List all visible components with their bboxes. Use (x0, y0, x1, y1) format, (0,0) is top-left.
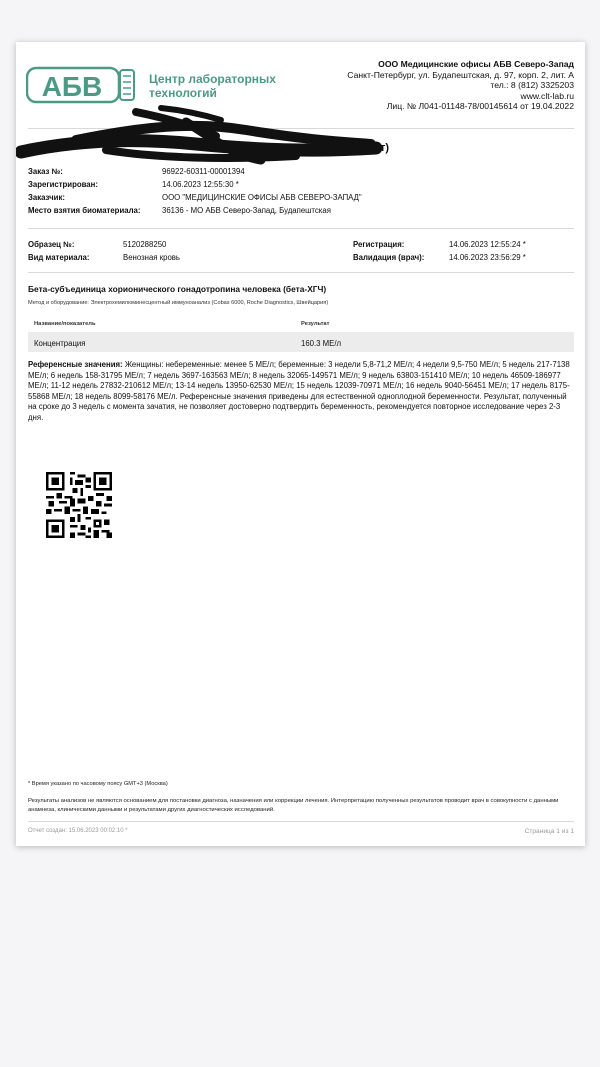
reference-label: Референсные значения: (28, 360, 123, 369)
report-page (16, 42, 585, 846)
reference-text: Женщины: небеременные: менее 5 МЕ/л; беременные: 3 недели 5,8-71,2 МЕ/л; 4 недели 9,5-750 МЕ/л; 5 недель 217-7138 МЕ/л; 6 недель 158-31795 МЕ/л; 7 недель 3697-163563 МЕ/л; 8 недель 32065-149571 МЕ/л; 9 недель 63803-151410 МЕ/л; 10 недель 46509-186977 МЕ/л; 11-12 недель 27832-210612 МЕ/л; 13-14 недель 13950-62530 МЕ/л; 15 недель 12039-70971 МЕ/л; 16 недель 9040-56451 МЕ/л; 17 недель 8175-55868 МЕ/л; 18 недель 8099-58176 МЕ/л. Референсные значения приведены для естественной одноплодной беременности. Результат, полученный на сроке до 3 недель с момента зачатия, не позволяет достоверно подтвердить беременность, рекомендуется повторное исследование через 2-3 дня. (28, 360, 570, 422)
registered-value: 14.06.2023 12:55:30 * (162, 180, 239, 189)
sampling-place-label: Место взятия биоматериала: (28, 206, 141, 215)
disclaimer: Результаты анализов не являются основанием для постановки диагноза, назначения или коррекции лечения. Интерпретацию полученных результатов проводит врач в совокупности с данными анамнеза, клиническими данными и результатами других диагностических исследований. (28, 798, 559, 813)
test-method: Метод и оборудование: Электрохемилюминесцентный иммуноанализ (Cobas 6000, Roche Diagnostics, Швейцария) (28, 300, 329, 306)
abv-logo (26, 66, 136, 104)
sample-divider (28, 272, 574, 273)
customer-label: Заказчик: (28, 193, 65, 202)
order-divider (28, 228, 574, 229)
logo-caption-line1: Центр лабораторных (149, 72, 276, 86)
company-website: www.clt-lab.ru (520, 90, 574, 101)
company-name: ООО Медицинские офисы АБВ Северо-Запад (378, 59, 574, 69)
result-row-name: Концентрация (34, 339, 86, 348)
registration-value: 14.06.2023 12:55:24 * (449, 240, 526, 249)
redaction-scribble (16, 100, 396, 170)
sample-number-value: 5120288250 (123, 240, 167, 249)
qr-code (46, 472, 112, 538)
company-phone: тел.: 8 (812) 3325203 (490, 80, 574, 90)
validation-value: 14.06.2023 23:56:29 * (449, 253, 526, 262)
report-title-end: ет) (374, 142, 390, 154)
report-created: Отчет создан: 15.06.2023 00:02:10 * (28, 828, 128, 834)
footer-divider (28, 821, 574, 822)
column-header-name: Название/показатель (34, 321, 96, 327)
result-row-value: 160.3 МЕ/л (301, 339, 342, 348)
sampling-place-value: 36136 - МО АБВ Северо-Запад, Будапештская (162, 206, 331, 215)
sample-number-label: Образец №: (28, 240, 75, 249)
test-name: Бета-субъединица хорионического гонадотропина человека (бета-ХГЧ) (28, 284, 327, 294)
timezone-note: * Время указано по часовому поясу GMT+3 (Москва) (28, 781, 168, 787)
report-title-start: П (28, 142, 36, 154)
order-number-label: Заказ №: (28, 167, 63, 176)
logo-text: АБВ (41, 71, 103, 102)
order-number-value: 96922-60311-00001394 (162, 167, 245, 176)
company-address: Санкт-Петербург, ул. Будапештская, д. 97, корп. 2, лит. А (347, 69, 574, 80)
registered-label: Зарегистрирован: (28, 180, 98, 189)
material-type-value: Венозная кровь (123, 253, 180, 262)
customer-value: ООО "МЕДИЦИНСКИЕ ОФИСЫ АБВ СЕВЕРО-ЗАПАД" (162, 193, 362, 202)
page-number: Страница 1 из 1 (524, 828, 574, 835)
material-type-label: Вид материала: (28, 253, 90, 262)
logo-caption-line2: технологий (149, 86, 217, 100)
reference-values (28, 360, 574, 424)
validation-label: Валидация (врач): (353, 253, 425, 262)
company-license: Лиц. № Л041-01148-78/00145614 от 19.04.2022 (386, 101, 574, 111)
registration-label: Регистрация: (353, 240, 405, 249)
column-header-result: Результат (301, 321, 330, 327)
